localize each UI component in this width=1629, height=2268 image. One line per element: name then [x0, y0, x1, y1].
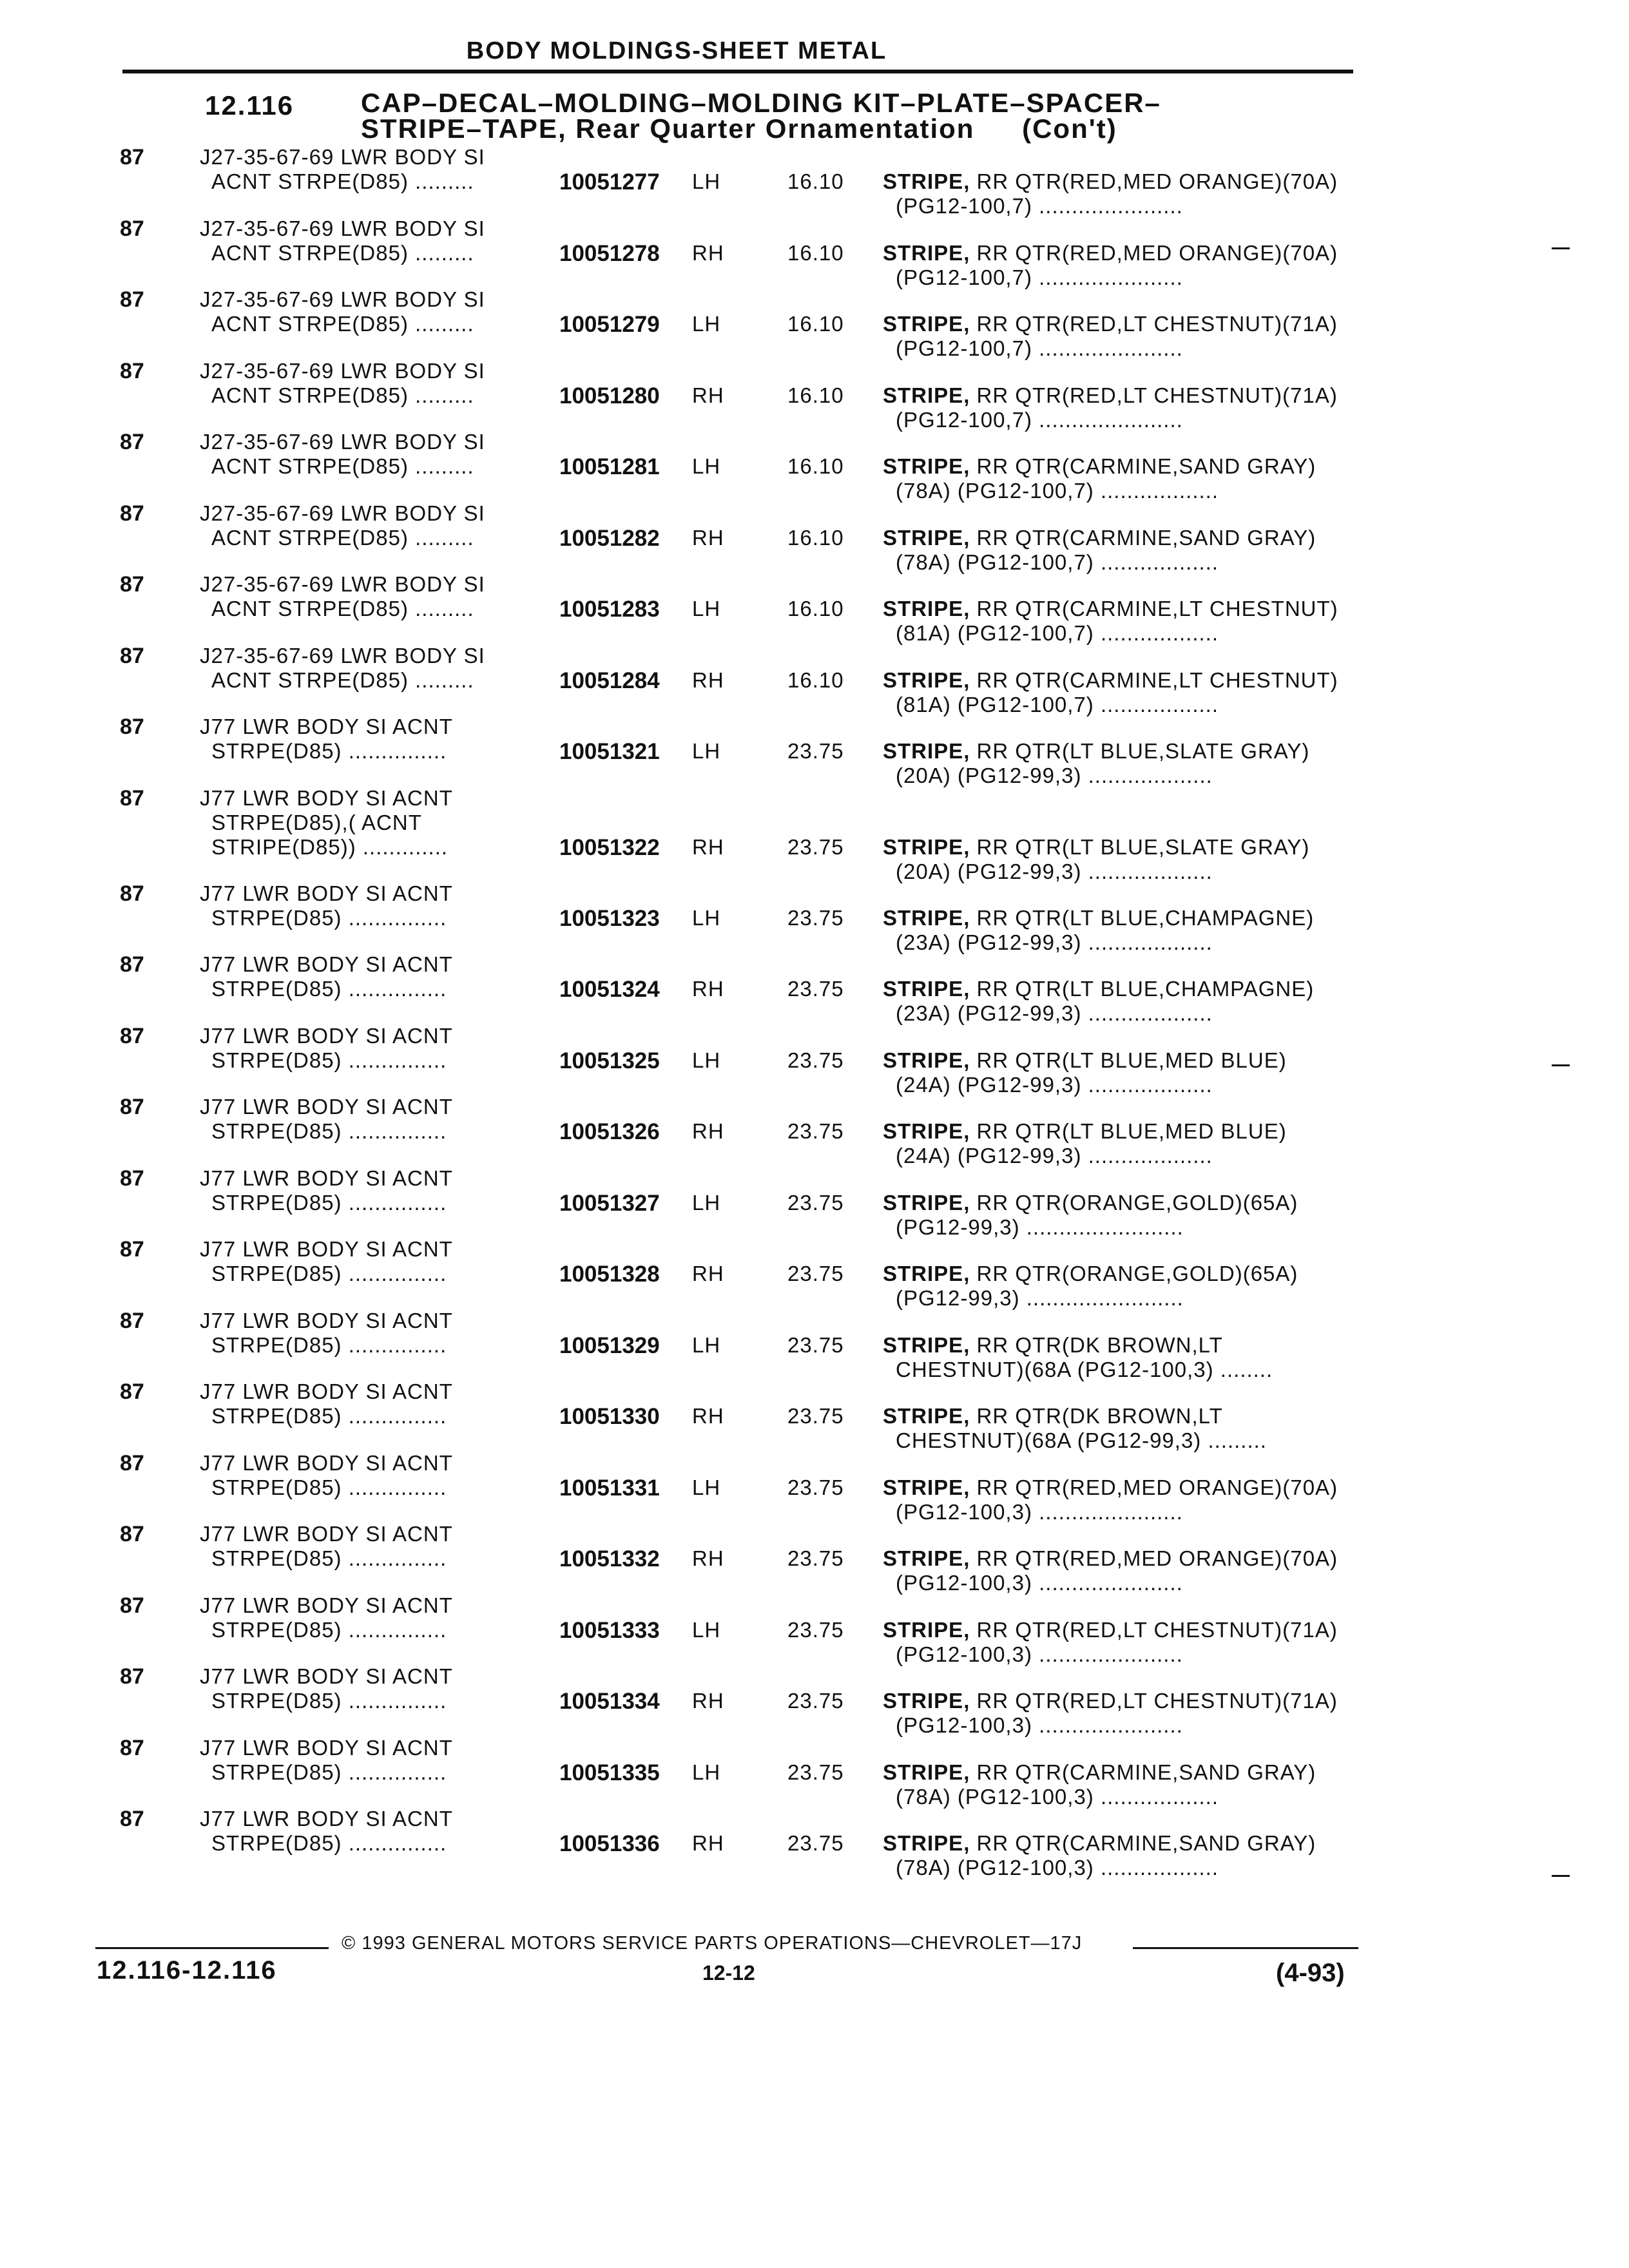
- side: RH: [692, 383, 724, 407]
- part-desc-text: RR QTR(RED,MED ORANGE)(70A): [970, 240, 1338, 265]
- part-desc-line1: [883, 977, 1314, 1001]
- part-desc-text: RR QTR(RED,LT CHESTNUT)(71A): [970, 312, 1338, 336]
- application-desc-line2: ACNT STRPE(D85) .........: [211, 169, 474, 193]
- part-desc-line2: (23A) (PG12-99,3) ...................: [896, 930, 1213, 954]
- stripe-label: STRIPE,: [883, 905, 970, 930]
- application-desc-line2: STRPE(D85) ...............: [211, 1332, 447, 1357]
- part-number: 10051329: [559, 1332, 660, 1358]
- part-desc-line2: (23A) (PG12-99,3) ...................: [896, 1001, 1213, 1025]
- stripe-label: STRIPE,: [883, 383, 970, 407]
- application-desc-line1: J77 LWR BODY SI ACNT: [200, 1522, 453, 1546]
- application-desc-line1: J77 LWR BODY SI ACNT: [200, 1237, 453, 1261]
- part-desc-text: RR QTR(RED,LT CHESTNUT)(71A): [970, 1617, 1338, 1642]
- part-desc-text: RR QTR(CARMINE,SAND GRAY): [970, 1831, 1316, 1855]
- part-desc-line1: [883, 1404, 1223, 1428]
- application-desc-line2: ACNT STRPE(D85) .........: [211, 312, 474, 336]
- side: LH: [692, 312, 721, 336]
- footer-rule-right: [1133, 1947, 1358, 1949]
- price: 23.75: [787, 1190, 844, 1215]
- part-desc-text: RR QTR(RED,MED ORANGE)(70A): [970, 1475, 1338, 1499]
- application-desc-line2: STRPE(D85) ...............: [211, 1404, 447, 1428]
- part-desc-line1: [883, 1048, 1287, 1073]
- application-desc-line1: J77 LWR BODY SI ACNT: [200, 1593, 453, 1617]
- stripe-label: STRIPE,: [883, 1332, 970, 1357]
- part-row: [0, 1237, 1629, 1308]
- model-year: 87: [120, 881, 144, 906]
- application-desc-line1: J77 LWR BODY SI ACNT: [200, 952, 453, 976]
- part-row: [0, 1807, 1629, 1878]
- part-row: [0, 1522, 1629, 1593]
- part-desc-text: RR QTR(ORANGE,GOLD)(65A): [970, 1262, 1298, 1285]
- side: RH: [692, 240, 724, 265]
- model-year: 87: [120, 952, 144, 977]
- application-desc-line1: J77 LWR BODY SI ACNT: [200, 1095, 453, 1119]
- model-year: 87: [120, 1450, 144, 1475]
- application-desc-line2: STRPE(D85) ...............: [211, 1119, 447, 1143]
- part-desc-line2: (20A) (PG12-99,3) ...................: [896, 859, 1213, 883]
- application-desc-line2: ACNT STRPE(D85) .........: [211, 240, 474, 265]
- part-number: 10051331: [559, 1475, 660, 1501]
- price: 23.75: [787, 739, 844, 763]
- application-desc-line1: J27-35-67-69 LWR BODY SI: [200, 287, 485, 311]
- part-row: [0, 501, 1629, 572]
- part-number: 10051278: [559, 240, 660, 266]
- model-year: 87: [120, 643, 144, 668]
- part-desc-line2: (24A) (PG12-99,3) ...................: [896, 1072, 1213, 1097]
- part-row: [0, 1593, 1629, 1664]
- model-year: 87: [120, 1522, 144, 1546]
- application-desc-line2: ACNT STRPE(D85) .........: [211, 525, 474, 550]
- part-number: 10051330: [559, 1404, 660, 1429]
- part-desc-text: RR QTR(RED,LT CHESTNUT)(71A): [970, 383, 1338, 407]
- application-desc-line1: J77 LWR BODY SI ACNT: [200, 715, 453, 738]
- part-desc-line1: [883, 1618, 1338, 1642]
- part-row: [0, 952, 1629, 1023]
- price: 16.10: [787, 597, 844, 620]
- margin-mark: [1552, 1875, 1570, 1877]
- application-desc-line2: STRPE(D85) ...............: [211, 905, 447, 930]
- application-desc-line1: J27-35-67-69 LWR BODY SI: [200, 145, 485, 169]
- price: 16.10: [787, 668, 844, 692]
- application-desc-line1: J77 LWR BODY SI ACNT: [200, 1023, 453, 1048]
- part-row: [0, 785, 1629, 883]
- stripe-label: STRIPE,: [883, 1475, 970, 1499]
- stripe-label: STRIPE,: [883, 977, 970, 1001]
- part-desc-line1: [883, 835, 1309, 860]
- part-desc-line1: [883, 1191, 1298, 1215]
- side: LH: [692, 597, 721, 620]
- application-desc-line2: STRPE(D85) ...............: [211, 1760, 447, 1784]
- stripe-label: STRIPE,: [883, 1262, 970, 1285]
- part-desc-line2: (78A) (PG12-100,7) ..................: [896, 479, 1219, 503]
- side: RH: [692, 1546, 724, 1570]
- part-desc-text: RR QTR(LT BLUE,SLATE GRAY): [970, 739, 1310, 763]
- application-desc-line1: J77 LWR BODY SI ACNT: [200, 881, 453, 905]
- part-desc-line1: [883, 1119, 1287, 1144]
- stripe-label: STRIPE,: [883, 1760, 970, 1784]
- model-year: 87: [120, 145, 144, 169]
- part-number: 10051335: [559, 1760, 660, 1785]
- application-desc-line1: J77 LWR BODY SI ACNT: [200, 1308, 453, 1332]
- side: RH: [692, 525, 724, 550]
- application-desc-line2: ACNT STRPE(D85) .........: [211, 668, 474, 692]
- stripe-label: STRIPE,: [883, 525, 970, 550]
- side: LH: [692, 1332, 721, 1357]
- stripe-label: STRIPE,: [883, 1190, 970, 1215]
- application-desc-line1: J27-35-67-69 LWR BODY SI: [200, 501, 485, 525]
- part-number: 10051328: [559, 1262, 660, 1287]
- margin-mark: [1552, 1064, 1570, 1066]
- stripe-label: STRIPE,: [883, 1689, 970, 1713]
- application-desc-line1: J77 LWR BODY SI ACNT: [200, 1664, 453, 1688]
- page-number: 12-12: [702, 1961, 755, 1984]
- side: LH: [692, 1760, 721, 1784]
- side: RH: [692, 1119, 724, 1143]
- part-desc-line2: (PG12-99,3) ........................: [896, 1286, 1184, 1310]
- stripe-label: STRIPE,: [883, 597, 970, 620]
- part-desc-text: RR QTR(CARMINE,LT CHESTNUT): [970, 668, 1338, 692]
- application-desc-line2: STRPE(D85) ...............: [211, 1831, 447, 1855]
- model-year: 87: [120, 1095, 144, 1119]
- price: 16.10: [787, 312, 844, 336]
- part-desc-line2: (78A) (PG12-100,3) ..................: [896, 1856, 1219, 1879]
- part-number: 10051284: [559, 668, 660, 693]
- part-row: [0, 572, 1629, 643]
- stripe-label: STRIPE,: [883, 668, 970, 692]
- application-desc-line2: ACNT STRPE(D85) .........: [211, 383, 474, 407]
- part-row: [0, 1024, 1629, 1095]
- stripe-label: STRIPE,: [883, 1831, 970, 1855]
- application-desc-line1: J77 LWR BODY SI ACNT: [200, 1735, 453, 1760]
- application-desc-line2: STRPE(D85) ...............: [211, 739, 447, 763]
- part-desc-line1: [883, 1333, 1223, 1358]
- part-desc-text: RR QTR(LT BLUE,CHAMPAGNE): [970, 905, 1315, 930]
- part-desc-line1: [883, 1689, 1338, 1713]
- price: 23.75: [787, 905, 844, 930]
- stripe-label: STRIPE,: [883, 1617, 970, 1642]
- price: 23.75: [787, 977, 844, 1001]
- application-desc-line2: STRPE(D85) ...............: [211, 1190, 447, 1215]
- part-desc-line2: (81A) (PG12-100,7) ..................: [896, 621, 1219, 645]
- part-number: 10051280: [559, 383, 660, 408]
- stripe-label: STRIPE,: [883, 1546, 970, 1570]
- part-row: [0, 287, 1629, 358]
- part-number: 10051277: [559, 169, 660, 195]
- part-desc-text: RR QTR(DK BROWN,LT: [970, 1332, 1223, 1357]
- model-year: 87: [120, 1023, 144, 1048]
- part-desc-line1: [883, 1546, 1338, 1571]
- part-desc-line2: (81A) (PG12-100,7) ..................: [896, 692, 1219, 716]
- section-title: [361, 90, 1327, 142]
- model-year: 87: [120, 501, 144, 526]
- model-year: 87: [120, 1593, 144, 1618]
- part-desc-line2: CHESTNUT)(68A (PG12-99,3) .........: [896, 1428, 1267, 1452]
- part-number: 10051322: [559, 834, 660, 860]
- price: 23.75: [787, 834, 844, 859]
- part-desc-line1: [883, 1831, 1316, 1856]
- application-desc-line2: STRPE(D85),( ACNT: [211, 810, 422, 834]
- part-number: 10051321: [559, 739, 660, 764]
- part-desc-line1: [883, 241, 1338, 265]
- part-desc-line1: [883, 739, 1309, 764]
- price: 23.75: [787, 1404, 844, 1428]
- application-desc-line1: J77 LWR BODY SI ACNT: [200, 1807, 453, 1831]
- application-desc-line1: J27-35-67-69 LWR BODY SI: [200, 643, 485, 668]
- application-desc-line1: J77 LWR BODY SI ACNT: [200, 1166, 453, 1190]
- application-desc-line1: J27-35-67-69 LWR BODY SI: [200, 430, 485, 454]
- part-number: 10051282: [559, 525, 660, 551]
- model-year: 87: [120, 1237, 144, 1262]
- part-desc-line2: (24A) (PG12-99,3) ...................: [896, 1144, 1213, 1168]
- price: 23.75: [787, 1617, 844, 1642]
- part-desc-text: RR QTR(LT BLUE,MED BLUE): [970, 1048, 1287, 1072]
- part-desc-text: RR QTR(RED,LT CHESTNUT)(71A): [970, 1689, 1338, 1713]
- section-title-line1: CAP–DECAL–MOLDING–MOLDING KIT–PLATE–SPACER–: [361, 88, 1161, 118]
- part-number: 10051324: [559, 977, 660, 1002]
- part-row: [0, 715, 1629, 785]
- model-year: 87: [120, 715, 144, 739]
- price: 23.75: [787, 1048, 844, 1072]
- part-desc-text: RR QTR(CARMINE,SAND GRAY): [970, 1760, 1316, 1784]
- application-desc-line2: STRPE(D85) ...............: [211, 1262, 447, 1285]
- model-year: 87: [120, 1807, 144, 1831]
- part-row: [0, 1379, 1629, 1450]
- part-desc-line2: (78A) (PG12-100,3) ..................: [896, 1784, 1219, 1809]
- price: 16.10: [787, 525, 844, 550]
- part-desc-text: RR QTR(ORANGE,GOLD)(65A): [970, 1190, 1298, 1215]
- part-desc-line2: CHESTNUT)(68A (PG12-100,3) ........: [896, 1357, 1273, 1381]
- side: LH: [692, 1048, 721, 1072]
- side: LH: [692, 454, 721, 478]
- stripe-label: STRIPE,: [883, 240, 970, 265]
- application-desc-line2: ACNT STRPE(D85) .........: [211, 597, 474, 620]
- part-number: 10051334: [559, 1689, 660, 1714]
- application-desc-line2: STRPE(D85) ...............: [211, 1048, 447, 1072]
- application-desc-line1: J77 LWR BODY SI ACNT: [200, 1450, 453, 1475]
- application-desc-line2: STRPE(D85) ...............: [211, 1689, 447, 1713]
- side: LH: [692, 905, 721, 930]
- side: LH: [692, 1475, 721, 1499]
- application-desc-line1: J27-35-67-69 LWR BODY SI: [200, 358, 485, 383]
- part-desc-line2: (PG12-100,7) ......................: [896, 407, 1183, 432]
- price: 23.75: [787, 1119, 844, 1143]
- side: RH: [692, 1262, 724, 1285]
- price: 23.75: [787, 1689, 844, 1713]
- side: RH: [692, 1831, 724, 1855]
- section-range: 12.116-12.116: [97, 1956, 277, 1984]
- part-row: [0, 1736, 1629, 1807]
- part-row: [0, 881, 1629, 952]
- part-row: [0, 1664, 1629, 1735]
- application-desc-line2: STRPE(D85) ...............: [211, 1546, 447, 1570]
- model-year: 87: [120, 1166, 144, 1191]
- price: 23.75: [787, 1475, 844, 1499]
- part-desc-text: RR QTR(CARMINE,SAND GRAY): [970, 454, 1316, 478]
- section-number: 12.116: [205, 90, 294, 120]
- part-row: [0, 359, 1629, 430]
- part-desc-line1: [883, 169, 1338, 194]
- stripe-label: STRIPE,: [883, 1119, 970, 1143]
- price: 23.75: [787, 1760, 844, 1784]
- part-number: 10051326: [559, 1119, 660, 1144]
- price: 23.75: [787, 1332, 844, 1357]
- part-row: [0, 216, 1629, 287]
- part-desc-text: RR QTR(LT BLUE,CHAMPAGNE): [970, 977, 1315, 1001]
- part-desc-line1: [883, 668, 1338, 693]
- footer-rule-left: [95, 1947, 329, 1949]
- model-year: 87: [120, 1664, 144, 1689]
- part-desc-line2: (PG12-100,3) ......................: [896, 1499, 1183, 1524]
- application-desc-line1: J77 LWR BODY SI ACNT: [200, 785, 453, 810]
- stripe-label: STRIPE,: [883, 739, 970, 763]
- part-desc-text: RR QTR(LT BLUE,SLATE GRAY): [970, 834, 1310, 859]
- side: RH: [692, 1404, 724, 1428]
- part-desc-line2: (PG12-100,7) ......................: [896, 336, 1183, 360]
- part-row: [0, 1309, 1629, 1379]
- part-desc-line1: [883, 597, 1338, 621]
- part-desc-text: RR QTR(RED,MED ORANGE)(70A): [970, 169, 1338, 193]
- part-desc-line1: [883, 526, 1316, 550]
- part-number: 10051279: [559, 312, 660, 337]
- side: RH: [692, 977, 724, 1001]
- price: 16.10: [787, 383, 844, 407]
- price: 23.75: [787, 1546, 844, 1570]
- revision-date: (4-93): [1276, 1959, 1345, 1987]
- part-desc-line2: (PG12-100,7) ......................: [896, 265, 1183, 289]
- part-desc-line2: (PG12-99,3) ........................: [896, 1215, 1184, 1239]
- part-number: 10051281: [559, 454, 660, 479]
- part-desc-line1: [883, 383, 1338, 408]
- part-row: [0, 1166, 1629, 1237]
- part-desc-line1: [883, 906, 1314, 930]
- model-year: 87: [120, 287, 144, 312]
- part-desc-line2: (PG12-100,7) ......................: [896, 194, 1183, 218]
- side: LH: [692, 739, 721, 763]
- part-desc-line1: [883, 1475, 1338, 1500]
- part-desc-text: RR QTR(DK BROWN,LT: [970, 1404, 1223, 1428]
- part-number: 10051327: [559, 1190, 660, 1216]
- price: 23.75: [787, 1831, 844, 1855]
- part-desc-line1: [883, 1262, 1298, 1286]
- side: LH: [692, 1617, 721, 1642]
- part-desc-line2: (PG12-100,3) ......................: [896, 1713, 1183, 1737]
- model-year: 87: [120, 216, 144, 241]
- part-desc-line2: (PG12-100,3) ......................: [896, 1642, 1183, 1666]
- stripe-label: STRIPE,: [883, 312, 970, 336]
- price: 16.10: [787, 454, 844, 478]
- copyright-text: © 1993 GENERAL MOTORS SERVICE PARTS OPERATIONS—CHEVROLET—17J: [342, 1933, 1083, 1954]
- part-desc-line1: [883, 454, 1316, 479]
- section-title-line2-wrap: [361, 113, 1327, 144]
- part-desc-line1: [883, 312, 1338, 336]
- part-number: 10051336: [559, 1831, 660, 1856]
- model-year: 87: [120, 1735, 144, 1760]
- part-desc-line2: (20A) (PG12-99,3) ...................: [896, 764, 1213, 787]
- part-row: [0, 644, 1629, 715]
- part-row: [0, 145, 1629, 216]
- part-number: 10051323: [559, 905, 660, 931]
- part-desc-line2: (78A) (PG12-100,7) ..................: [896, 550, 1219, 574]
- side: RH: [692, 668, 724, 692]
- part-row: [0, 430, 1629, 501]
- part-row: [0, 1095, 1629, 1166]
- part-row: [0, 1451, 1629, 1522]
- part-desc-line2: (PG12-100,3) ......................: [896, 1571, 1183, 1595]
- side: RH: [692, 1689, 724, 1713]
- model-year: 87: [120, 572, 144, 597]
- application-desc-line2: STRPE(D85) ...............: [211, 1617, 447, 1642]
- section-title-line2: STRIPE–TAPE, Rear Quarter Ornamentation: [361, 113, 975, 144]
- side: LH: [692, 1190, 721, 1215]
- model-year: 87: [120, 1379, 144, 1404]
- stripe-label: STRIPE,: [883, 834, 970, 859]
- part-number: 10051333: [559, 1617, 660, 1643]
- margin-mark: [1552, 247, 1570, 249]
- side: LH: [692, 169, 721, 193]
- model-year: 87: [120, 358, 144, 383]
- application-desc-line1: J27-35-67-69 LWR BODY SI: [200, 572, 485, 596]
- part-number: 10051332: [559, 1546, 660, 1571]
- application-desc-line2: STRPE(D85) ...............: [211, 1475, 447, 1499]
- page-title: BODY MOLDINGS-SHEET METAL: [466, 37, 887, 64]
- model-year: 87: [120, 430, 144, 454]
- price: 23.75: [787, 1262, 844, 1285]
- part-desc-text: RR QTR(RED,MED ORANGE)(70A): [970, 1546, 1338, 1570]
- price: 16.10: [787, 240, 844, 265]
- part-number: 10051325: [559, 1048, 660, 1073]
- part-desc-text: RR QTR(CARMINE,SAND GRAY): [970, 525, 1316, 550]
- stripe-label: STRIPE,: [883, 169, 970, 193]
- continued-label: (Con't): [1022, 113, 1117, 144]
- side: RH: [692, 834, 724, 859]
- application-desc-line2: STRPE(D85) ...............: [211, 977, 447, 1001]
- stripe-label: STRIPE,: [883, 1404, 970, 1428]
- application-desc-line1: J27-35-67-69 LWR BODY SI: [200, 216, 485, 240]
- model-year: 87: [120, 1308, 144, 1333]
- application-desc-line1: J77 LWR BODY SI ACNT: [200, 1379, 453, 1403]
- part-number: 10051283: [559, 597, 660, 622]
- application-desc-line2: ACNT STRPE(D85) .........: [211, 454, 474, 478]
- part-desc-text: RR QTR(LT BLUE,MED BLUE): [970, 1119, 1287, 1143]
- part-desc-text: RR QTR(CARMINE,LT CHESTNUT): [970, 597, 1338, 620]
- model-year: 87: [120, 785, 144, 811]
- stripe-label: STRIPE,: [883, 1048, 970, 1072]
- header-rule: [122, 70, 1353, 73]
- application-desc-line3: STRIPE(D85)) .............: [211, 834, 448, 859]
- price: 16.10: [787, 169, 844, 193]
- part-desc-line1: [883, 1760, 1316, 1785]
- stripe-label: STRIPE,: [883, 454, 970, 478]
